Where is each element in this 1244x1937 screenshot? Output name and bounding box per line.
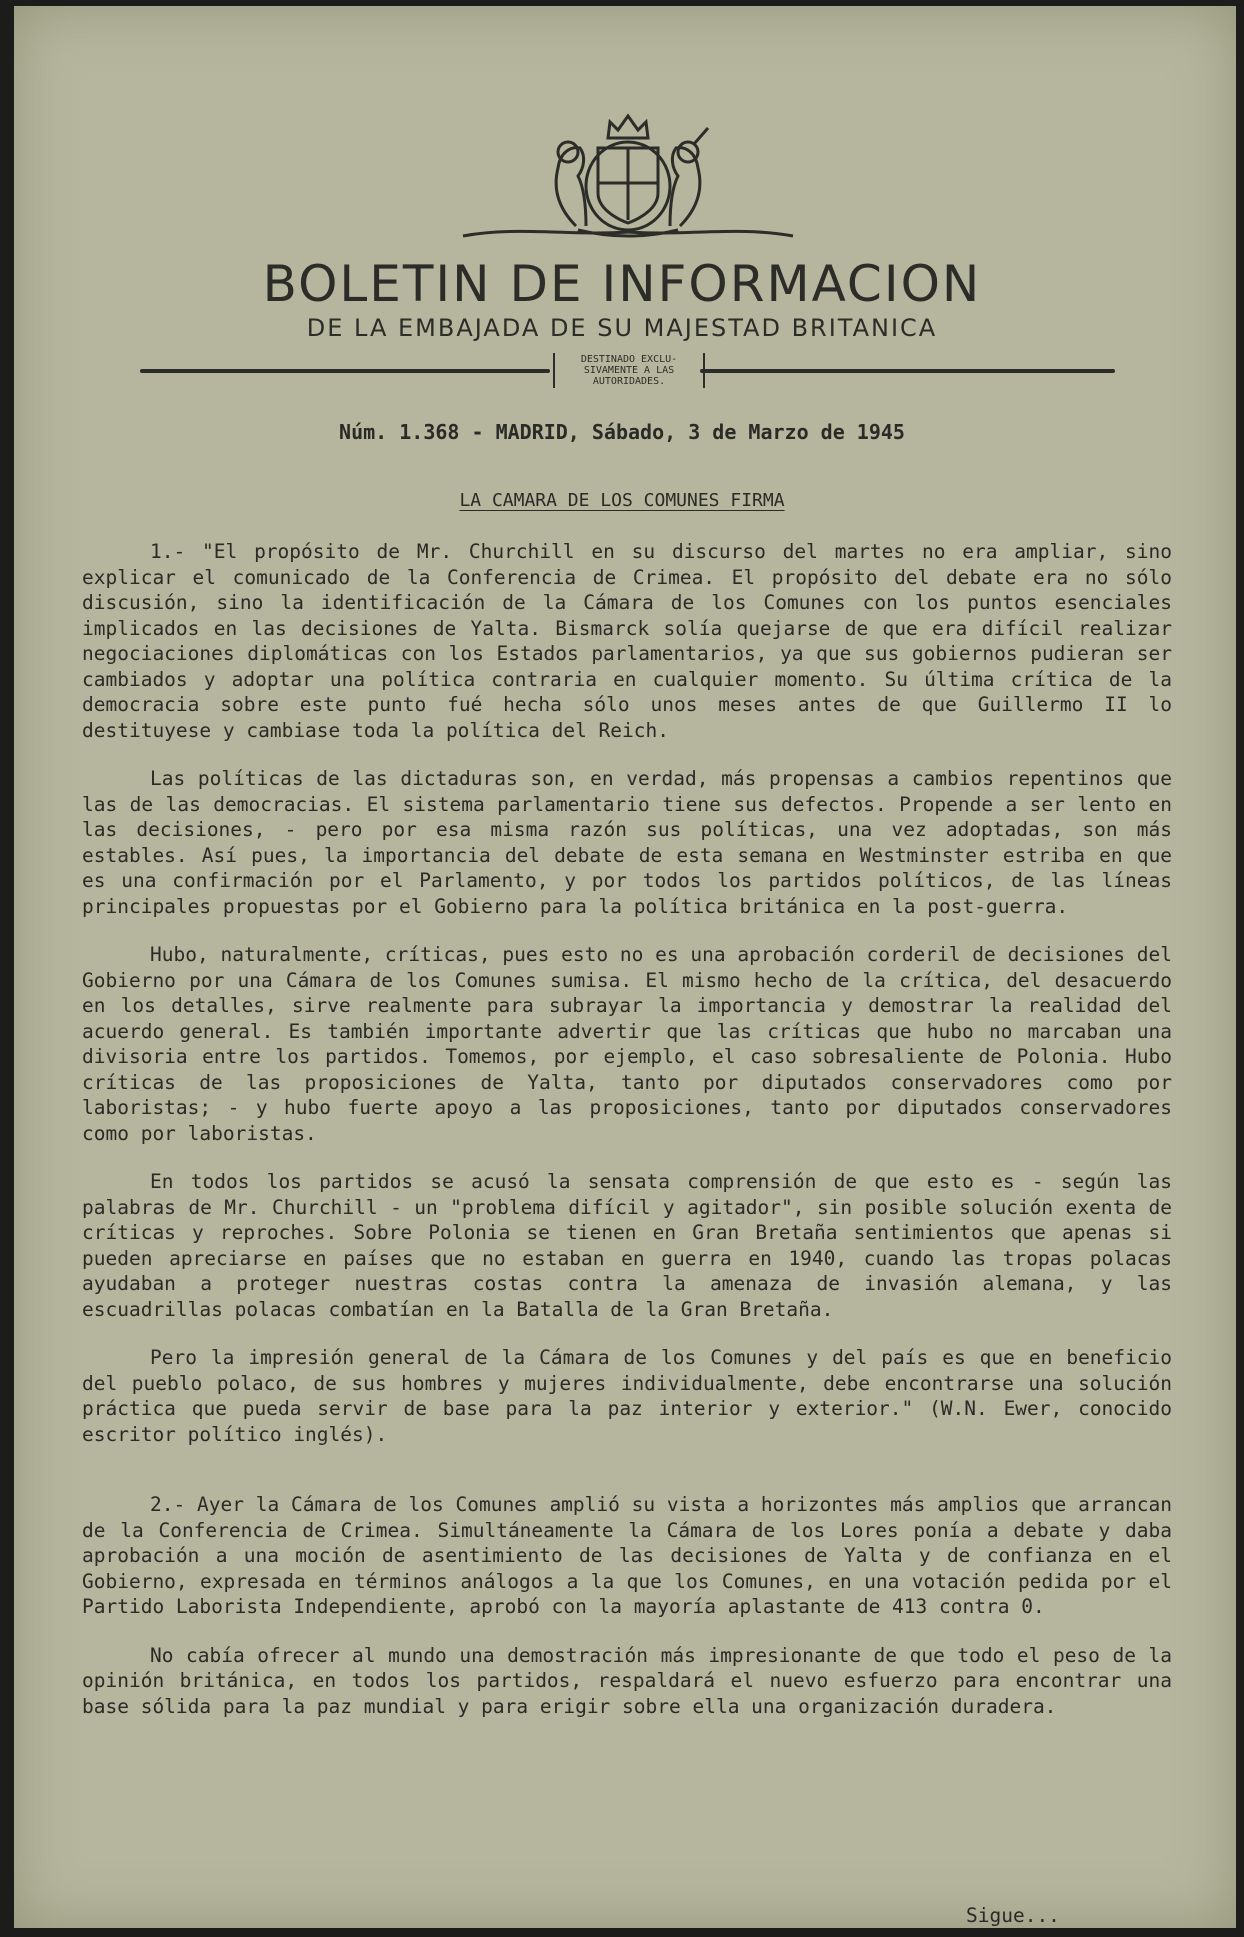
issue-dateline: Núm. 1.368 - MADRID, Sábado, 3 de Marzo de 1945 — [339, 420, 905, 444]
article-paragraph: 2.- Ayer la Cámara de los Comunes amplió su vista a horizontes más amplios que arrancan de la Conferencia de Crimea. Simultáneamente la Cámara de los Lores ponía a debate y daba aprobación a una moción de asentimiento de las decisiones de Yalta y de confianza en el Gobierno, expresada en términos análogos a la que los Comunes, en una votación pedida por el Partido Laborista Independiente, aprobó con la mayoría aplastante de 413 contra 0. — [82, 1493, 1172, 1618]
distribution-stamp — [553, 353, 705, 388]
article-paragraph: No cabía ofrecer al mundo una demostración más impresionante de que todo el peso de la opinión británica, en todos los partidos, respaldará el nuevo esfuerzo para encontrar una base sólida para la paz mundial y para erigir sobre ella una organización duradera. — [82, 1643, 1172, 1718]
stamp-line: AUTORIDADES. — [592, 376, 666, 387]
article-paragraph: Las políticas de las dictaduras son, en verdad, más propensas a cambios repentinos que las de las democracias. El sistema parlamentario tiene sus defectos. Propende a ser lento en las decisiones, - pero por esa misma razón sus políticas, una vez adoptadas, son más estables. Así pues, la importancia del debate de esta semana en Westminster estriba en que es una confirmación por el Parlamento, y por todos los partidos políticos, de las líneas principales propuestas por el Gobierno para la política británica en la post-guerra. — [82, 767, 1172, 918]
article-paragraph: En todos los partidos se acusó la sensata comprensión de que esto es - según las palabras de Mr. Churchill - un "problema difícil y agitador", sin posible solución exenta de críticas y reproches. Sobre Polonia se tienen en Gran Bretaña sentimientos que apenas si pueden apreciarse en países que no estaban en guerra en 1940, cuando las tropas polacas ayudaban a proteger nuestras costas contra la amenaza de invasión alemana, y las escuadrillas polacas combatían en la Batalla de la Gran Bretaña. — [82, 1170, 1172, 1321]
bulletin-subtitle: DE LA EMBAJADA DE SU MAJESTAD BRITANICA — [306, 314, 938, 342]
ornamental-rule-left — [140, 369, 550, 373]
ornamental-rule-right — [700, 369, 1115, 373]
bulletin-title: BOLETIN DE INFORMACION — [262, 255, 982, 313]
article-paragraph: 1.- "El propósito de Mr. Churchill en su discurso del martes no era ampliar, sino explicar el comunicado de la Conferencia de Crimea. El propósito del debate era no sólo discusión, sino la identificación de la Cámara de los Comunes con los puntos esenciales implicados en las decisiones de Yalta. Bismarck solía quejarse de que era difícil realizar negociaciones diplomáticas con los Estados parlamentarios, ya que sus gobiernos pudieran ser cambiados y adoptar una política contraria en cualquier momento. Su última crítica de la democracia sobre este punto fué hecha sólo unos meses antes de que Guillermo II lo destituyese y cambiase toda la política del Reich. — [82, 540, 1172, 742]
section-heading-text: LA CAMARA DE LOS COMUNES FIRMA — [459, 490, 785, 511]
article-body — [82, 539, 1172, 1742]
article-paragraph: Hubo, naturalmente, críticas, pues esto no es una aprobación corderil de decisiones del Gobierno por una Cámara de los Comunes sumisa. El mismo hecho de la crítica, del desacuerdo en los detalles, sirve realmente para subrayar la importancia y demostrar la realidad del acuerdo general. Es también importante advertir que las críticas que hubo no marcaban una divisoria entre los partidos. Tomemos, por ejemplo, el caso sobresaliente de Polonia. Hubo críticas de las proposiciones de Yalta, tanto por diputados conservadores como por laboristas; - y hubo fuerte apoyo a las proposiciones, tanto por diputados conservadores como por laboristas. — [82, 943, 1172, 1145]
royal-coat-of-arms-icon — [458, 108, 798, 248]
article-paragraph: Pero la impresión general de la Cámara de los Comunes y del país es que en beneficio del pueblo polaco, de sus hombres y mujeres individualmente, debe encontrarse una solución práctica que pueda servir de base para la paz interior y exterior." (W.N. Ewer, conocido escritor político inglés). — [82, 1346, 1172, 1446]
section-heading — [0, 490, 1244, 511]
stamp-line: SIVAMENTE A LAS — [583, 365, 675, 376]
stamp-line: DESTINADO EXCLU- — [580, 354, 678, 365]
continued-note: Sigue... — [966, 1904, 1060, 1927]
